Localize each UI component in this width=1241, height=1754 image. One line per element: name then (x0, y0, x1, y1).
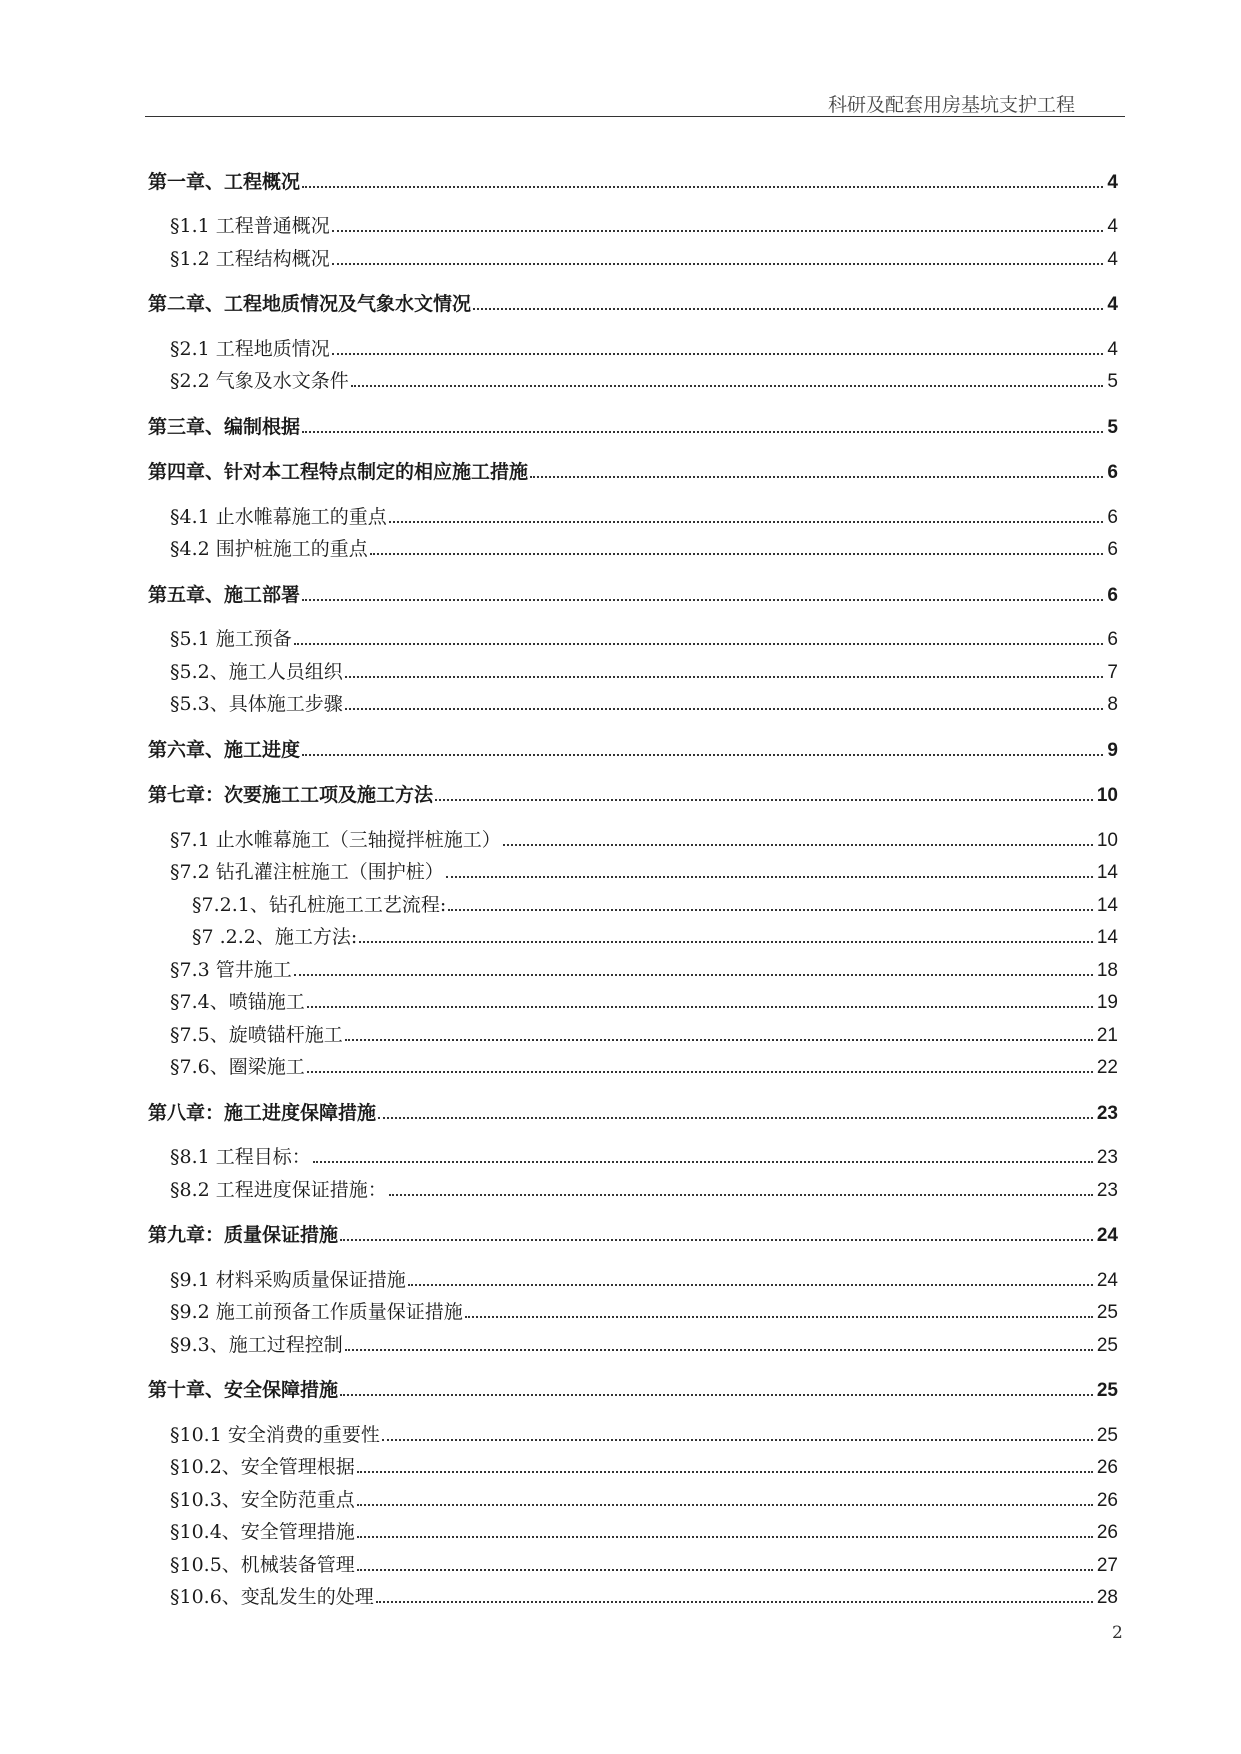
toc-entry-label: §9.1 材料采购质量保证措施 (170, 1268, 406, 1291)
toc-entry-section[interactable] (148, 1512, 1118, 1545)
toc-entry-label: §7 .2.2、施工方法: (192, 926, 358, 948)
dot-leader (332, 352, 1104, 355)
dot-leader (345, 675, 1104, 678)
toc-entry-chapter[interactable] (148, 284, 1118, 317)
toc-entry-page: 6 (1107, 539, 1118, 560)
toc-entry-label: 第一章、工程概况 (148, 170, 301, 193)
toc-entry-page: 4 (1107, 338, 1118, 360)
toc-entry-section[interactable] (148, 206, 1118, 239)
dot-leader (530, 475, 1103, 478)
dot-leader (332, 262, 1104, 265)
toc-entry-label: 第七章：次要施工工项及施工方法 (148, 784, 434, 806)
toc-entry-label: §4.2 围护桩施工的重点 (170, 538, 368, 560)
toc-entry-chapter[interactable] (148, 161, 1118, 194)
toc-entry-page: 26 (1096, 1489, 1118, 1511)
toc-entry-section[interactable] (148, 1544, 1118, 1577)
dot-leader (378, 1116, 1093, 1119)
toc-entry-section[interactable] (148, 852, 1118, 885)
toc-entry-page: 25 (1096, 1424, 1118, 1446)
header-title: 科研及配套用房基坑支护工程 (827, 94, 1075, 116)
toc-entry-section[interactable] (148, 1324, 1118, 1357)
dot-leader (340, 1393, 1093, 1396)
toc-entry-label: §10.4、安全管理措施 (170, 1521, 355, 1543)
dot-leader (370, 552, 1104, 555)
dot-leader (446, 875, 1093, 878)
toc-entry-page: 27 (1096, 1554, 1118, 1576)
toc-entry-page: 18 (1096, 959, 1118, 981)
dot-leader (357, 1503, 1093, 1506)
dot-leader (408, 1283, 1093, 1286)
toc-entry-label: §5.3、具体施工步骤 (170, 693, 343, 715)
toc-entry-label: §7.4、喷锚施工 (170, 991, 305, 1013)
toc-entry-label: 第四章、针对本工程特点制定的相应施工措施 (148, 461, 529, 483)
toc-entry-label: 第三章、编制根据 (148, 415, 301, 438)
toc-entry-section[interactable] (148, 1479, 1118, 1512)
dot-leader (359, 940, 1093, 943)
toc-entry-label: 第八章：施工进度保障措施 (148, 1101, 377, 1124)
toc-entry-page: 4 (1107, 171, 1118, 193)
toc-entry-page: 6 (1107, 506, 1118, 528)
toc-entry-section[interactable] (148, 819, 1118, 852)
toc-entry-label: §7.5、旋喷锚杆施工 (170, 1023, 343, 1046)
toc-entry-page: 10 (1096, 785, 1118, 806)
toc-entry-section[interactable] (148, 619, 1118, 652)
toc-entry-page: 10 (1096, 829, 1118, 851)
toc-entry-label: §8.2 工程进度保证措施： (170, 1178, 387, 1201)
toc-entry-label: §5.2、施工人员组织 (170, 660, 343, 683)
toc-entry-chapter[interactable] (148, 1215, 1118, 1248)
toc-entry-label: §4.1 止水帷幕施工的重点 (170, 505, 387, 528)
toc-entry-page: 25 (1096, 1302, 1118, 1323)
toc-entry-label: §2.1 工程地质情况 (170, 337, 330, 360)
dot-leader (448, 908, 1093, 911)
toc-entry-chapter[interactable] (148, 574, 1118, 607)
toc-entry-page: 22 (1096, 1057, 1118, 1078)
toc-entry-page: 4 (1107, 216, 1118, 237)
toc-entry-label: 第五章、施工部署 (148, 583, 301, 606)
dot-leader (376, 1600, 1093, 1603)
toc-entry-section[interactable] (148, 651, 1118, 684)
dot-leader (357, 1535, 1093, 1538)
toc-entry-page: 5 (1107, 416, 1118, 438)
toc-entry-label: §2.2 气象及水文条件 (170, 370, 349, 392)
toc-entry-label: 第十章、安全保障措施 (148, 1379, 339, 1401)
toc-entry-section[interactable] (148, 1137, 1118, 1170)
toc-entry-label: §7.2.1、钻孔桩施工工艺流程: (192, 893, 447, 916)
toc-entry-chapter[interactable] (148, 406, 1118, 439)
toc-entry-label: §8.1 工程目标： (170, 1146, 311, 1168)
toc-entry-page: 6 (1107, 584, 1118, 606)
dot-leader (435, 798, 1093, 801)
dot-leader (357, 1568, 1093, 1571)
toc-entry-section[interactable] (148, 238, 1118, 271)
toc-entry-section[interactable] (148, 328, 1118, 361)
dot-leader (345, 1348, 1093, 1351)
toc-entry-section[interactable] (148, 361, 1118, 394)
dot-leader (302, 185, 1103, 188)
toc-entry-label: §7.3 管井施工 (170, 958, 292, 981)
toc-entry-section[interactable] (148, 982, 1118, 1015)
toc-entry-page: 8 (1107, 694, 1118, 715)
toc-entry-page: 6 (1107, 462, 1118, 483)
toc-entry-section[interactable] (148, 684, 1118, 717)
toc-entry-section[interactable] (148, 949, 1118, 982)
dot-leader (503, 843, 1093, 846)
toc-entry-page: 14 (1096, 927, 1118, 948)
toc-entry-chapter[interactable] (148, 452, 1118, 485)
toc-entry-label: §10.6、变乱发生的处理 (170, 1586, 374, 1608)
dot-leader (345, 1038, 1093, 1041)
toc-entry-label: §1.1 工程普通概况 (170, 215, 330, 237)
toc-entry-page: 14 (1096, 862, 1118, 883)
toc-entry-section[interactable] (148, 1259, 1118, 1292)
toc-entry-page: 21 (1096, 1024, 1118, 1046)
toc-entry-page: 28 (1096, 1587, 1118, 1608)
dot-leader (357, 1470, 1093, 1473)
page-header (145, 84, 1125, 117)
toc-entry-page: 7 (1107, 661, 1118, 683)
toc-entry-page: 25 (1096, 1334, 1118, 1356)
table-of-contents (148, 161, 1118, 1609)
toc-entry-label: §9.3、施工过程控制 (170, 1333, 343, 1356)
dot-leader (389, 1193, 1093, 1196)
dot-leader (307, 1070, 1093, 1073)
toc-entry-label: §7.6、圈梁施工 (170, 1056, 305, 1078)
toc-entry-chapter[interactable] (148, 775, 1118, 808)
toc-entry-section[interactable] (148, 1169, 1118, 1202)
toc-entry-page: 24 (1096, 1225, 1118, 1246)
dot-leader (473, 307, 1103, 310)
toc-entry-label: 第六章、施工进度 (148, 738, 301, 761)
toc-entry-section[interactable] (148, 1447, 1118, 1480)
dot-leader (302, 430, 1103, 433)
dot-leader (465, 1315, 1093, 1318)
toc-entry-label: §10.2、安全管理根据 (170, 1456, 355, 1478)
dot-leader (302, 598, 1103, 601)
toc-entry-page: 26 (1096, 1457, 1118, 1478)
toc-entry-label: §9.2 施工前预备工作质量保证措施 (170, 1301, 463, 1323)
dot-leader (340, 1238, 1093, 1241)
toc-entry-page: 23 (1096, 1102, 1118, 1124)
dot-leader (313, 1160, 1093, 1163)
toc-entry-page: 23 (1096, 1179, 1118, 1201)
toc-entry-page: 6 (1107, 629, 1118, 650)
toc-entry-page: 25 (1096, 1380, 1118, 1401)
toc-entry-section[interactable] (148, 1577, 1118, 1610)
toc-entry-page: 5 (1107, 371, 1118, 392)
toc-entry-page: 19 (1096, 992, 1118, 1013)
toc-entry-section[interactable] (148, 1014, 1118, 1047)
dot-leader (294, 642, 1104, 645)
toc-entry-section[interactable] (148, 1047, 1118, 1080)
dot-leader (351, 384, 1104, 387)
toc-entry-label: §5.1 施工预备 (170, 628, 292, 650)
dot-leader (382, 1438, 1093, 1441)
toc-entry-section[interactable] (148, 496, 1118, 529)
toc-entry-subsection[interactable] (148, 884, 1118, 917)
dot-leader (307, 1005, 1093, 1008)
toc-entry-label: §7.1 止水帷幕施工（三轴搅拌桩施工） (170, 828, 501, 851)
toc-entry-label: 第九章：质量保证措施 (148, 1224, 339, 1246)
toc-entry-label: §7.2 钻孔灌注桩施工（围护桩） (170, 861, 444, 883)
toc-entry-label: §10.1 安全消费的重要性 (170, 1423, 380, 1446)
dot-leader (389, 520, 1104, 523)
dot-leader (332, 229, 1104, 232)
toc-entry-subsection[interactable] (148, 917, 1118, 950)
toc-entry-label: §10.3、安全防范重点 (170, 1488, 355, 1511)
toc-entry-section[interactable] (148, 1414, 1118, 1447)
dot-leader (302, 753, 1103, 756)
toc-entry-page: 23 (1096, 1147, 1118, 1168)
toc-entry-page: 4 (1107, 294, 1118, 315)
toc-entry-chapter[interactable] (148, 1092, 1118, 1125)
dot-leader (294, 973, 1093, 976)
toc-entry-page: 24 (1096, 1269, 1118, 1291)
toc-entry-page: 26 (1096, 1522, 1118, 1543)
toc-entry-chapter[interactable] (148, 729, 1118, 762)
page-number: 2 (1112, 1623, 1123, 1643)
toc-entry-label: 第二章、工程地质情况及气象水文情况 (148, 293, 472, 315)
toc-entry-section[interactable] (148, 529, 1118, 562)
toc-entry-label: §1.2 工程结构概况 (170, 247, 330, 270)
toc-entry-chapter[interactable] (148, 1370, 1118, 1403)
toc-entry-page: 4 (1107, 248, 1118, 270)
toc-entry-label: §10.5、机械装备管理 (170, 1553, 355, 1576)
dot-leader (345, 707, 1104, 710)
toc-entry-section[interactable] (148, 1292, 1118, 1325)
toc-entry-page: 9 (1107, 739, 1118, 761)
toc-entry-page: 14 (1096, 894, 1118, 916)
